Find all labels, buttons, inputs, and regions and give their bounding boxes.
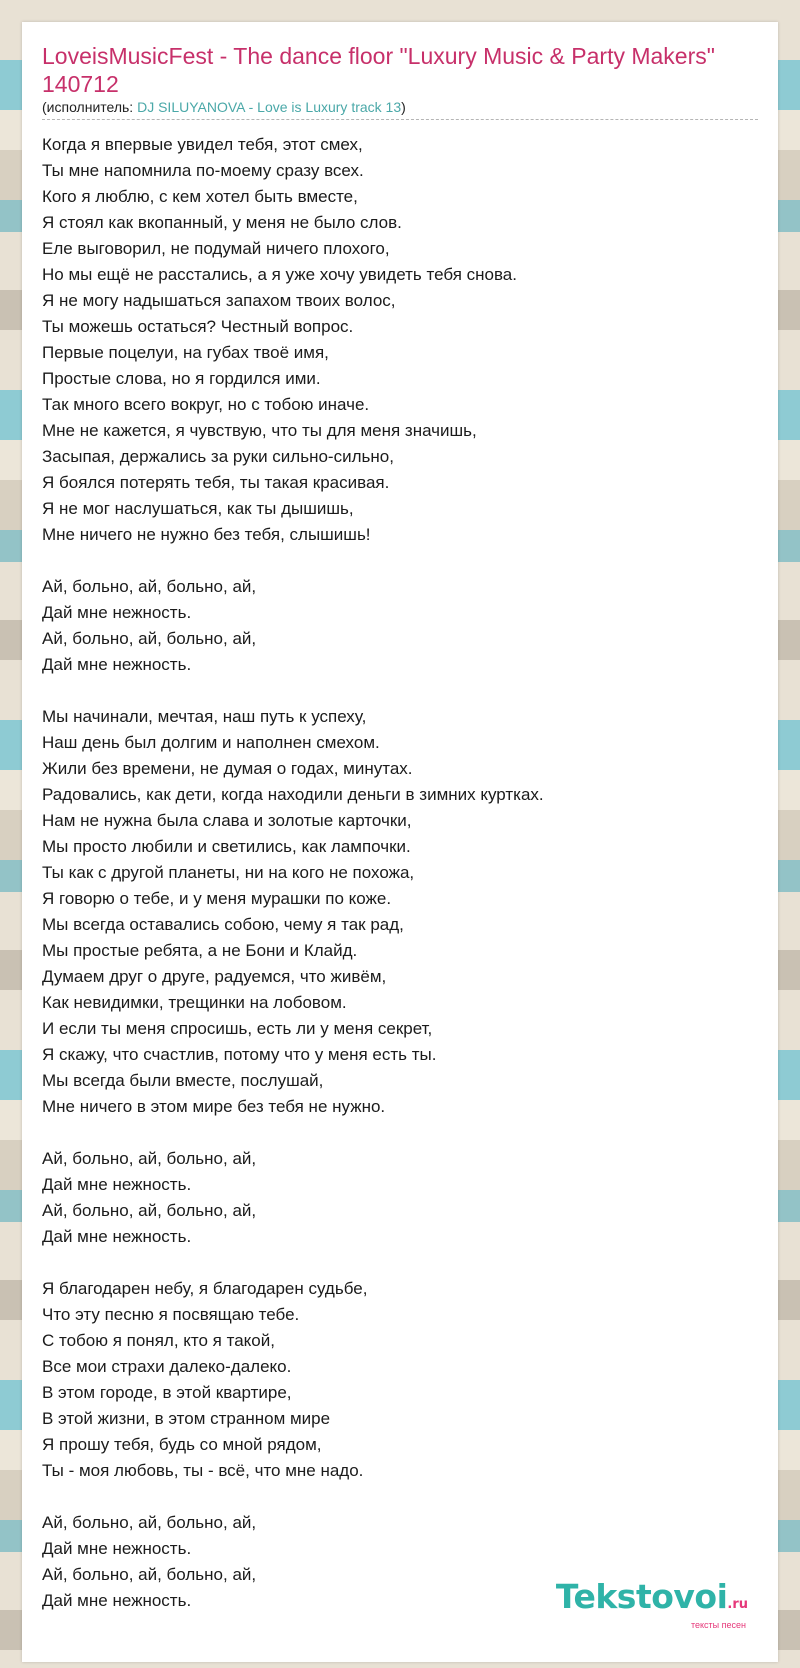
lyric-line: Радовались, как дети, когда находили деньги в зимних куртках.	[42, 785, 544, 804]
lyric-line: Засыпая, держались за руки сильно-сильно,	[42, 447, 394, 466]
lyric-line: Я не могу надышаться запахом твоих волос,	[42, 291, 396, 310]
logo-tld: .ru	[727, 1597, 748, 1612]
artist-prefix: (исполнитель:	[42, 99, 138, 115]
lyric-line: Простые слова, но я гордился ими.	[42, 369, 321, 388]
lyric-line: Дай мне нежность.	[42, 1227, 192, 1246]
lyric-line: И если ты меня спросишь, есть ли у меня секрет,	[42, 1019, 433, 1038]
page-title: LoveisMusicFest - The dance floor "Luxury Music & Party Makers" 140712	[42, 43, 715, 97]
lyrics-body	[42, 132, 758, 1614]
lyric-line: Я говорю о тебе, и у меня мурашки по коже.	[42, 889, 392, 908]
lyric-line: Ты можешь остаться? Честный вопрос.	[42, 317, 354, 336]
lyric-line: С тобою я понял, кто я такой,	[42, 1331, 275, 1350]
lyric-line: Я стоял как вкопанный, у меня не было слов.	[42, 213, 402, 232]
lyric-line: Наш день был долгим и наполнен смехом.	[42, 733, 380, 752]
lyric-line: В этом городе, в этой квартире,	[42, 1383, 292, 1402]
lyric-line: Но мы ещё не расстались, а я уже хочу увидеть тебя снова.	[42, 265, 517, 284]
artist-line	[42, 99, 758, 120]
lyric-line: Думаем друг о друге, радуемся, что живём,	[42, 967, 387, 986]
lyric-line: Дай мне нежность.	[42, 603, 192, 622]
lyric-line: Так много всего вокруг, но с тобою иначе.	[42, 395, 370, 414]
logo-wordmark	[555, 1577, 748, 1622]
lyric-line: Я не мог наслушаться, как ты дышишь,	[42, 499, 354, 518]
lyric-line: Ты мне напомнила по-моему сразу всех.	[42, 161, 364, 180]
lyric-line: Дай мне нежность.	[42, 1539, 192, 1558]
lyric-line: Дай мне нежность.	[42, 655, 192, 674]
lyric-line: Мне ничего не нужно без тебя, слышишь!	[42, 525, 371, 544]
lyric-line: Ай, больно, ай, больно, ай,	[42, 1201, 257, 1220]
lyric-line: Ай, больно, ай, больно, ай,	[42, 629, 257, 648]
content-card	[22, 22, 778, 1662]
lyric-line: Дай мне нежность.	[42, 1591, 192, 1610]
lyric-line: Я благодарен небу, я благодарен судьбе,	[42, 1279, 368, 1298]
lyric-line: Ай, больно, ай, больно, ай,	[42, 1513, 257, 1532]
lyric-line: Дай мне нежность.	[42, 1175, 192, 1194]
lyric-line: Я боялся потерять тебя, ты такая красивая.	[42, 473, 390, 492]
lyric-line: Я скажу, что счастлив, потому что у меня есть ты.	[42, 1045, 437, 1064]
lyric-line: Мы всегда оставались собою, чему я так рад,	[42, 915, 404, 934]
lyric-line: Мы просто любили и светились, как лампочки.	[42, 837, 411, 856]
lyrics-stanza	[42, 574, 758, 678]
lyric-line: Мне не кажется, я чувствую, что ты для меня значишь,	[42, 421, 477, 440]
lyric-line: Ай, больно, ай, больно, ай,	[42, 1565, 257, 1584]
lyrics-stanza	[42, 1146, 758, 1250]
lyric-line: Что эту песню я посвящаю тебе.	[42, 1305, 300, 1324]
lyric-line: Ты - моя любовь, ты - всё, что мне надо.	[42, 1461, 364, 1480]
lyric-line: Ай, больно, ай, больно, ай,	[42, 1149, 257, 1168]
artist-link[interactable]: DJ SILUYANOVA - Love is Luxury track 13	[137, 99, 402, 115]
logo-name: Tekstovoi	[555, 1577, 728, 1616]
site-logo[interactable]	[555, 1577, 748, 1630]
lyric-line: Мы простые ребята, а не Бони и Клайд.	[42, 941, 358, 960]
lyric-line: Нам не нужна была слава и золотые карточки,	[42, 811, 412, 830]
lyric-line: Ты как с другой планеты, ни на кого не похожа,	[42, 863, 415, 882]
lyric-line: Ай, больно, ай, больно, ай,	[42, 577, 257, 596]
lyric-line: Кого я люблю, с кем хотел быть вместе,	[42, 187, 358, 206]
lyrics-stanza	[42, 704, 758, 1120]
lyrics-stanza	[42, 1276, 758, 1484]
lyric-line: Мне ничего в этом мире без тебя не нужно.	[42, 1097, 386, 1116]
lyric-line: Жили без времени, не думая о годах, минутах.	[42, 759, 413, 778]
lyric-line: Мы всегда были вместе, послушай,	[42, 1071, 324, 1090]
lyric-line: Мы начинали, мечтая, наш путь к успеху,	[42, 707, 367, 726]
lyric-line: Еле выговорил, не подумай ничего плохого,	[42, 239, 390, 258]
lyric-line: В этой жизни, в этом странном мире	[42, 1409, 331, 1428]
lyric-line: Все мои страхи далеко-далеко.	[42, 1357, 292, 1376]
lyric-line: Когда я впервые увидел тебя, этот смех,	[42, 135, 363, 154]
lyric-line: Первые поцелуи, на губах твоё имя,	[42, 343, 329, 362]
lyric-line: Как невидимки, трещинки на лобовом.	[42, 993, 347, 1012]
lyric-line: Я прошу тебя, будь со мной рядом,	[42, 1435, 322, 1454]
logo-tagline: тексты песен	[690, 1620, 746, 1630]
lyrics-stanza	[42, 132, 758, 548]
artist-suffix: )	[401, 99, 406, 115]
